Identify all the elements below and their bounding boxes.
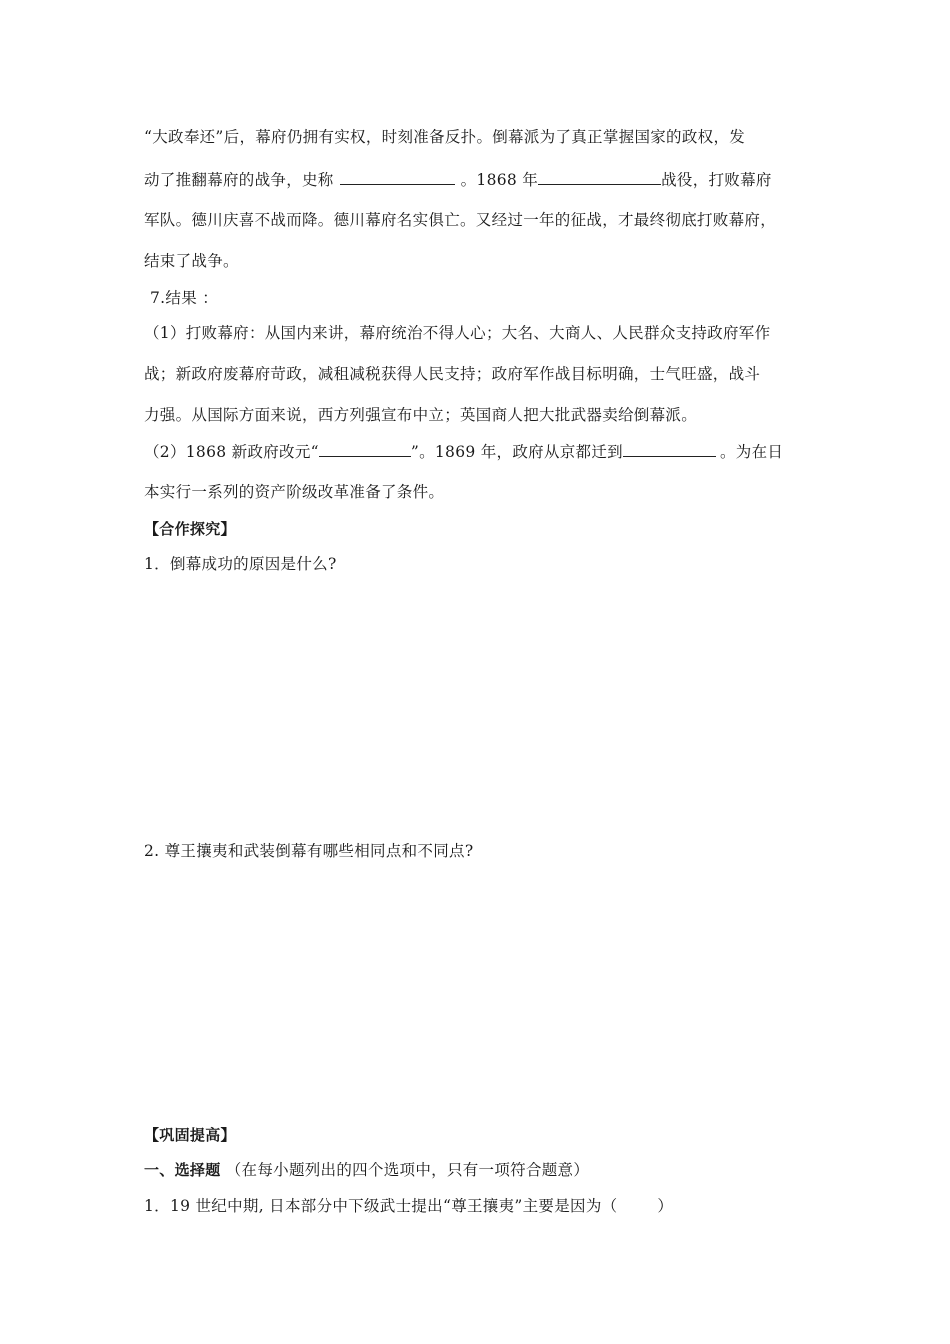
section7-item2-text-b: ”。1869 年，政府从京都迁到	[410, 443, 623, 461]
para1-line4: 结束了战争。	[144, 252, 239, 270]
section7-item1-line2: 战；新政府废幕府苛政，减租减税获得人民支持；政府军作战目标明确，士气旺盛，战斗	[144, 365, 761, 383]
para1-line2-text-c: 战役，打败幕府	[661, 171, 772, 189]
section7-item2-text-c: 。为在日	[719, 443, 784, 461]
section7-item2-line2: 本实行一系列的资产阶级改革准备了条件。	[144, 483, 445, 501]
choice-question-1-text: 1．19 世纪中期, 日本部分中下级武士提出“尊王攘夷”主要是因为（	[144, 1197, 618, 1215]
cooperation-question-2: 2. 尊王攘夷和武装倒幕有哪些相同点和不同点?	[144, 842, 474, 860]
para1-line3: 军队。德川庆喜不战而降。德川幕府名实俱亡。又经过一年的征战，才最终彻底打败幕府，	[144, 211, 777, 229]
fill-blank-battle-name	[538, 168, 661, 185]
section7-item2-line1	[144, 440, 783, 463]
section7-item1-line1: （1）打败幕府：从国内来讲，幕府统治不得人心；大名、大商人、人民群众支持政府军作	[144, 324, 771, 342]
fill-blank-capital-name	[623, 440, 716, 457]
para1-line2	[144, 168, 772, 191]
consolidation-heading: 【巩固提高】	[144, 1126, 236, 1144]
multiple-choice-header	[144, 1159, 589, 1181]
para1-line2-text-a: 动了推翻幕府的战争，史称	[144, 171, 334, 189]
fill-blank-war-name	[340, 168, 455, 185]
choice-question-1-close: ）	[657, 1197, 674, 1215]
fill-blank-era-name	[319, 440, 411, 457]
section7-title: 7.结果 ：	[150, 289, 219, 307]
choice-question-1	[144, 1195, 673, 1217]
multiple-choice-title: 一、选择题	[144, 1161, 221, 1179]
section7-item1-line3: 力强。从国际方面来说，西方列强宣布中立；英国商人把大批武器卖给倒幕派。	[144, 406, 698, 424]
cooperation-question-1: 1．倒幕成功的原因是什么?	[144, 555, 337, 573]
cooperation-heading: 【合作探究】	[144, 520, 236, 538]
para1-line1: “大政奉还”后，幕府仍拥有实权，时刻准备反扑。倒幕派为了真正掌握国家的政权，发	[144, 128, 746, 146]
para1-line2-text-b: 。1868 年	[460, 171, 539, 189]
section7-item2-text-a: （2）1868 新政府改元“	[144, 443, 319, 461]
multiple-choice-note: （在每小题列出的四个选项中，只有一项符合题意）	[225, 1161, 590, 1179]
